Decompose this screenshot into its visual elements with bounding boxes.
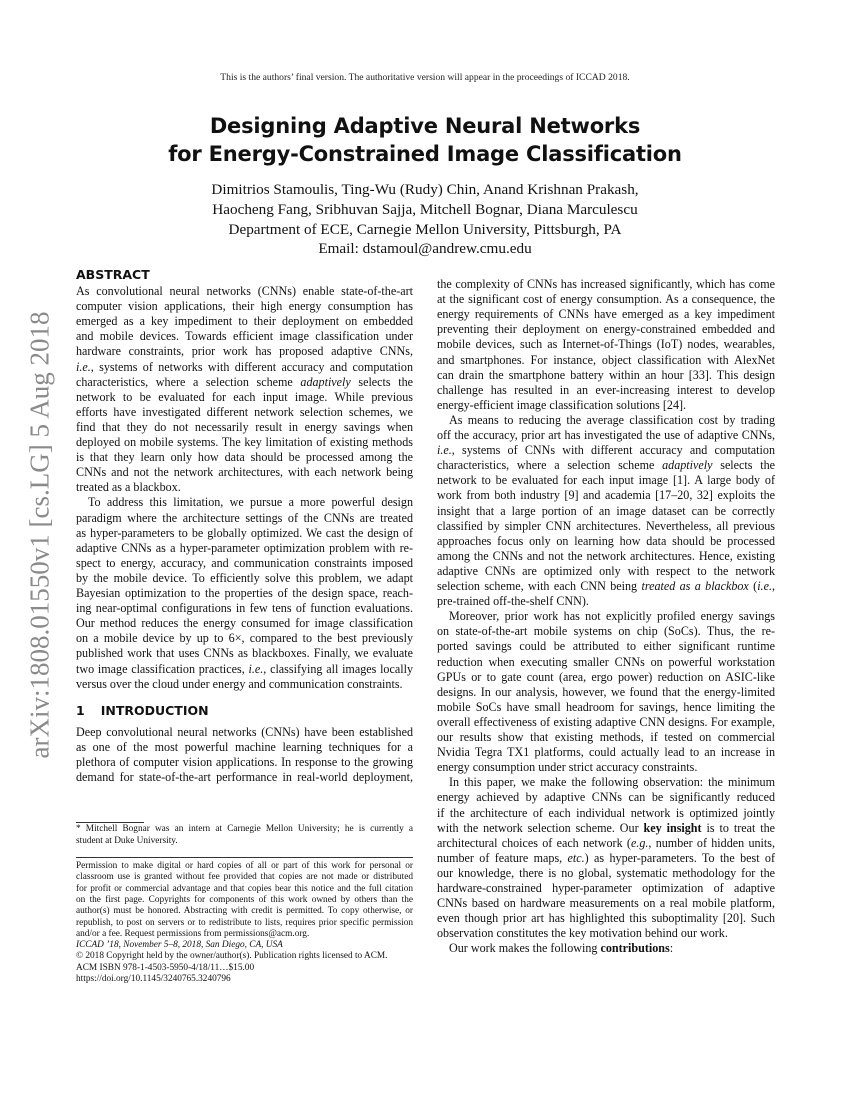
text-line bbox=[76, 872, 413, 883]
text-span: energy consumption under strict accuracy constraints. bbox=[437, 760, 698, 775]
text-span: insight that a large portion of an image dataset can be correctly bbox=[437, 503, 775, 518]
text-span: mobile SoCs have small headroom for savings, hence limiting the bbox=[437, 699, 775, 714]
text-span: emerged as a key impediment to their deployment on embedded bbox=[76, 314, 413, 329]
section-title: INTRODUCTION bbox=[100, 703, 209, 718]
text-span: preventing their deployment on energy-constrained embedded and bbox=[437, 322, 775, 337]
text-line bbox=[76, 836, 413, 847]
abstract-heading: ABSTRACT bbox=[76, 267, 150, 282]
text-line bbox=[437, 458, 775, 473]
text-span: for profit or commercial advantage and that copies bear this notice and the full citation bbox=[76, 883, 413, 894]
text-span: on the first page. Copyrights for components of this work owned by others than the bbox=[76, 894, 413, 905]
text-line bbox=[76, 951, 413, 962]
text-span: adaptive CNNs are optimized only with respect to the network bbox=[437, 563, 775, 578]
text-line bbox=[437, 383, 775, 398]
text-line bbox=[76, 511, 413, 526]
text-span: on state-of-the-art mobile systems on chip (SoCs). Thus, the re- bbox=[437, 624, 775, 639]
text-span: ing near-optimal configurations in few tens of function evaluations. bbox=[76, 601, 413, 616]
italic-text: treated as a blackbox bbox=[641, 579, 749, 593]
text-line bbox=[437, 413, 775, 428]
text-line bbox=[76, 480, 413, 495]
text-span: overall effectiveness of existing adaptive CNN designs. For example, bbox=[437, 714, 775, 729]
italic-text: adaptively bbox=[300, 374, 351, 389]
text-line bbox=[437, 639, 775, 654]
text-line bbox=[437, 851, 775, 866]
text-line bbox=[437, 896, 775, 911]
text-span: Deep convolutional neural networks (CNNs) have been established bbox=[76, 725, 413, 739]
text-line bbox=[76, 495, 413, 510]
text-span: GPUs or to gate count (area, ergo power) reduction on ASIC-like bbox=[437, 669, 775, 684]
text-line bbox=[76, 299, 413, 314]
text-line bbox=[76, 824, 413, 835]
italic-text: i.e. bbox=[76, 359, 91, 374]
text-span: , systems of networks with different accuracy and computation bbox=[90, 359, 413, 374]
text-line bbox=[437, 504, 775, 519]
text-line bbox=[76, 725, 413, 740]
text-span: plethora of computer vision applications. In response to the growing bbox=[76, 755, 413, 770]
text-span: approaches focus only on learning how data should be processed bbox=[437, 533, 775, 548]
text-span: if the architecture of each individual network is optimized jointly bbox=[437, 805, 775, 820]
text-span: efforts have investigated different network selection schemes, we bbox=[76, 404, 413, 419]
text-span: ) as hyper-parameters. To the best of bbox=[584, 850, 775, 865]
text-span: reduction when executing smaller CNNs on powerful workstation bbox=[437, 654, 775, 669]
text-line bbox=[76, 740, 413, 755]
text-span: treated as a blackbox. bbox=[76, 480, 181, 495]
text-span: In this paper, we make the following observation: the minimum bbox=[449, 775, 775, 790]
text-line bbox=[437, 579, 775, 594]
permission-rule bbox=[76, 857, 413, 858]
text-span: on a mobile device by up to 6×, compared to the best previously bbox=[76, 631, 413, 646]
text-line bbox=[437, 609, 775, 624]
text-span: © 2018 Copyright held by the owner/author(s). Publication rights licensed to ACM. bbox=[76, 951, 388, 962]
text-line bbox=[437, 322, 775, 337]
text-span: republish, to post on servers or to redistribute to lists, requires prior specific permission bbox=[76, 917, 413, 928]
text-line bbox=[76, 662, 413, 677]
text-line bbox=[437, 277, 775, 292]
text-line bbox=[437, 655, 775, 670]
text-span: Permission to make digital or hard copies of all or part of this work for personal or bbox=[76, 861, 413, 871]
text-line bbox=[437, 488, 775, 503]
text-span: paradigm where the architecture settings of the CNNs are treated bbox=[76, 510, 413, 525]
text-span: computer vision applications, their high energy consumption has bbox=[76, 299, 413, 314]
text-line bbox=[437, 685, 775, 700]
text-span: network to be evaluated for each input image. While previous bbox=[76, 389, 413, 404]
text-line bbox=[437, 881, 775, 896]
text-line bbox=[437, 700, 775, 715]
text-span: our knowledge, there is no global, systematic methodology for the bbox=[437, 865, 775, 880]
text-span: Nvidia Tegra TX1 platforms, could actually lead to an increase in bbox=[437, 745, 775, 760]
text-span: energy achieved by adaptive CNNs can be significantly reduced bbox=[437, 790, 775, 805]
text-span: number of feature maps, bbox=[437, 850, 568, 865]
text-span: demand for state-of-the-art performance in real-world deployment, bbox=[76, 770, 413, 785]
text-line bbox=[437, 624, 775, 639]
text-span: ACM ISBN 978-1-4503-5950-4/18/11…$15.00 bbox=[76, 962, 255, 973]
text-span: ported savings could be attributed to either significant runtime bbox=[437, 639, 775, 654]
text-line bbox=[437, 941, 775, 956]
text-span: CNNs and not the network architectures, with each network being bbox=[76, 465, 413, 480]
text-span: energy requirements of CNNs have emerged as a key impediment bbox=[437, 307, 775, 322]
text-line bbox=[76, 586, 413, 601]
text-line bbox=[76, 360, 413, 375]
text-line bbox=[76, 344, 413, 359]
text-line bbox=[437, 836, 775, 851]
text-line bbox=[437, 670, 775, 685]
text-line bbox=[437, 745, 775, 760]
affiliation: Department of ECE, Carnegie Mellon University, Pittsburgh, PA bbox=[228, 221, 622, 238]
text-span: network to be evaluated for each input image [1]. A large body of bbox=[437, 473, 775, 488]
text-span: , bbox=[771, 579, 775, 593]
text-span: selects the bbox=[350, 374, 413, 389]
text-span: mobile devices, such as Internet-of-Things (IoT) nodes, wearables, bbox=[437, 337, 775, 352]
italic-text: i.e. bbox=[248, 661, 264, 676]
text-line bbox=[437, 911, 775, 926]
text-line bbox=[437, 790, 775, 805]
text-span: at the significant cost of energy consumption. As a consequence, the bbox=[437, 292, 775, 307]
text-line bbox=[437, 368, 775, 383]
text-line bbox=[437, 292, 775, 307]
text-line bbox=[76, 940, 413, 951]
text-line bbox=[76, 918, 413, 929]
text-line bbox=[76, 770, 413, 785]
text-span: As means to reducing the average classification cost by trading bbox=[449, 412, 775, 427]
text-span: selects the bbox=[712, 458, 775, 473]
text-span: Our method reduces the energy consumed for image classification bbox=[76, 616, 413, 631]
section-number: 1 bbox=[76, 703, 85, 718]
text-span: energy-efficient image classification solutions [24]. bbox=[437, 397, 687, 412]
text-line bbox=[437, 775, 775, 790]
text-line bbox=[437, 594, 775, 609]
text-span: is that they learn only how data should be processed among the bbox=[76, 450, 413, 465]
text-span: by the mobile device. To efficiently solve this problem, we adapt bbox=[76, 570, 413, 585]
text-span: is to treat the bbox=[701, 820, 776, 835]
text-span: selection scheme, with each CNN being bbox=[437, 579, 642, 593]
paper-title-line-1: Designing Adaptive Neural Networks bbox=[209, 114, 641, 138]
text-line bbox=[76, 677, 413, 692]
text-line bbox=[437, 337, 775, 352]
email: Email: dstamoul@andrew.cmu.edu bbox=[318, 240, 532, 257]
text-line bbox=[437, 821, 775, 836]
text-line bbox=[76, 974, 413, 985]
text-span: ( bbox=[748, 579, 758, 593]
text-line bbox=[437, 519, 775, 534]
italic-text: etc. bbox=[567, 850, 585, 865]
text-span: spect to energy, accuracy, and communication constraints imposed bbox=[76, 555, 413, 570]
text-line bbox=[76, 284, 413, 299]
text-line bbox=[437, 473, 775, 488]
text-line bbox=[76, 616, 413, 631]
text-line bbox=[76, 646, 413, 661]
text-line bbox=[76, 541, 413, 556]
bold-text: contributions bbox=[600, 941, 670, 956]
text-span: https://doi.org/10.1145/3240765.3240796 bbox=[76, 974, 231, 984]
text-span: and/or a fee. Request permissions from permissions@acm.org. bbox=[76, 928, 310, 939]
text-span: as hyper-parameters to be globally optimized. We cast the design of bbox=[76, 525, 413, 540]
text-line bbox=[76, 895, 413, 906]
text-span: Moreover, prior work has not explicitly profiled energy savings bbox=[449, 609, 775, 624]
text-line bbox=[76, 861, 413, 872]
text-line bbox=[76, 435, 413, 450]
text-span: with the network selection scheme. Our bbox=[437, 820, 644, 835]
text-span: challenge has resulted in an ever-increasing interest to develop bbox=[437, 382, 775, 397]
text-span: : bbox=[669, 941, 674, 956]
text-line bbox=[76, 884, 413, 895]
text-line bbox=[437, 760, 775, 775]
text-line bbox=[437, 353, 775, 368]
text-span: our results show that existing methods, if tested on commercial bbox=[437, 730, 775, 744]
italic-text: ICCAD ’18, November 5–8, 2018, San Diego, CA, USA bbox=[76, 940, 283, 951]
text-line bbox=[437, 715, 775, 730]
text-span: adaptive CNNs as a hyper-parameter optimization problem with re- bbox=[76, 540, 413, 555]
text-line bbox=[76, 465, 413, 480]
footnote-rule bbox=[76, 822, 144, 823]
italic-text: e.g. bbox=[630, 835, 649, 850]
text-line bbox=[76, 906, 413, 917]
text-line bbox=[76, 556, 413, 571]
text-span: published work that uses CNNs as blackboxes. Finally, we evaluate bbox=[76, 646, 413, 661]
text-span: designs. In our analysis, however, we found that the energy-limited bbox=[437, 684, 775, 699]
text-line bbox=[437, 564, 775, 579]
text-span: as one of the most powerful machine learning techniques for a bbox=[76, 740, 413, 755]
text-span: characteristics, where a selection scheme bbox=[437, 458, 663, 473]
introduction-heading bbox=[76, 703, 209, 718]
italic-text: adaptively bbox=[662, 458, 713, 473]
text-span: off the accuracy, prior art has investigated the use of adaptive CNNs, bbox=[437, 428, 775, 442]
text-line bbox=[76, 420, 413, 435]
text-span: observation constitutes the key motivation behind our work. bbox=[437, 926, 728, 941]
text-line bbox=[76, 601, 413, 616]
text-line bbox=[76, 314, 413, 329]
text-span: among the CNNs and not the network architectures. Hence, existing bbox=[437, 548, 775, 563]
italic-text: i.e. bbox=[437, 443, 452, 458]
text-line bbox=[76, 405, 413, 420]
text-line bbox=[76, 329, 413, 344]
text-span: classroom use is granted without fee provided that copies are not made or distributed bbox=[76, 872, 413, 883]
text-span: architectural choices of each network ( bbox=[437, 835, 631, 850]
text-span: even though prior art has highlighted this suboptimality [20]. Such bbox=[437, 911, 775, 926]
text-span: work from both industry [9] and academia [17–20, 32] exploits the bbox=[437, 488, 775, 503]
arxiv-stamp: arXiv:1808.01550v1 [cs.LG] 5 Aug 2018 bbox=[24, 311, 55, 759]
text-span: hardware constraints, prior work has proposed adaptive CNNs, bbox=[76, 344, 413, 359]
italic-text: i.e. bbox=[757, 579, 772, 593]
text-span: , systems of CNNs with different accuracy and computation bbox=[451, 443, 775, 458]
text-line bbox=[76, 571, 413, 586]
text-span: Bayesian optimization to the properties of the design space, reach- bbox=[76, 586, 413, 600]
text-line bbox=[437, 926, 775, 941]
text-span: author(s) must be honored. Abstracting with credit is permitted. To copy otherwise, or bbox=[76, 906, 413, 917]
text-line bbox=[76, 526, 413, 541]
text-span: hardware-constrained hyper-parameter optimization of adaptive bbox=[437, 881, 775, 895]
text-span: Our work makes the following bbox=[449, 941, 601, 956]
text-span: characteristics, where a selection scheme bbox=[76, 374, 301, 389]
text-span: can drain the smartphone battery within an hour [33]. This design bbox=[437, 367, 775, 382]
text-span: As convolutional neural networks (CNNs) enable state-of-the-art bbox=[76, 284, 413, 298]
text-line bbox=[76, 631, 413, 646]
text-span: , classifying all images locally bbox=[263, 661, 413, 676]
text-line bbox=[437, 549, 775, 564]
text-span: and smartphones. For instance, object classification with AlexNet bbox=[437, 352, 775, 367]
text-line bbox=[76, 390, 413, 405]
text-span: the complexity of CNNs has increased significantly, which has come bbox=[437, 277, 775, 291]
text-line bbox=[76, 375, 413, 390]
text-line bbox=[437, 398, 775, 413]
authors-line-1: Dimitrios Stamoulis, Ting-Wu (Rudy) Chin, Anand Krishnan Prakash, bbox=[211, 181, 639, 198]
text-line bbox=[437, 866, 775, 881]
text-span: deployed on mobile systems. The key limitation of existing methods bbox=[76, 435, 413, 449]
text-span: CNNs based on hardware measurements on a real mobile platform, bbox=[437, 896, 775, 911]
text-line bbox=[76, 929, 413, 940]
text-line bbox=[437, 443, 775, 458]
paper-title-line-2: for Energy-Constrained Image Classification bbox=[168, 142, 682, 166]
bold-text: key insight bbox=[643, 820, 702, 835]
text-span: * Mitchell Bognar was an intern at Carnegie Mellon University; he is currently a bbox=[76, 824, 413, 834]
authors-line-2: Haocheng Fang, Sribhuvan Sajja, Mitchell Bognar, Diana Marculescu bbox=[212, 201, 638, 218]
header-note: This is the authors’ final version. The authoritative version will appear in the proceedings of ICCAD 2018. bbox=[220, 72, 630, 83]
text-line bbox=[437, 730, 775, 745]
text-line bbox=[437, 428, 775, 443]
text-span: and mobile devices. Towards efficient image classification under bbox=[76, 329, 413, 344]
text-line bbox=[437, 534, 775, 549]
text-line bbox=[76, 963, 413, 974]
text-span: classified by simpler CNN architectures. Nevertheless, all previous bbox=[437, 518, 775, 533]
text-line bbox=[437, 307, 775, 322]
text-span: pre-trained off-the-shelf CNN). bbox=[437, 594, 589, 609]
text-span: To address this limitation, we pursue a more powerful design bbox=[88, 495, 413, 510]
text-span: find that they do not necessarily result in energy savings when bbox=[76, 419, 413, 434]
text-line bbox=[76, 755, 413, 770]
text-line bbox=[76, 450, 413, 465]
text-span: student at Duke University. bbox=[76, 835, 178, 846]
text-span: , number of hidden units, bbox=[648, 835, 775, 850]
text-span: two image classification practices, bbox=[76, 661, 249, 676]
text-line bbox=[437, 806, 775, 821]
text-span: versus over the cloud under energy and communication constraints. bbox=[76, 676, 403, 691]
